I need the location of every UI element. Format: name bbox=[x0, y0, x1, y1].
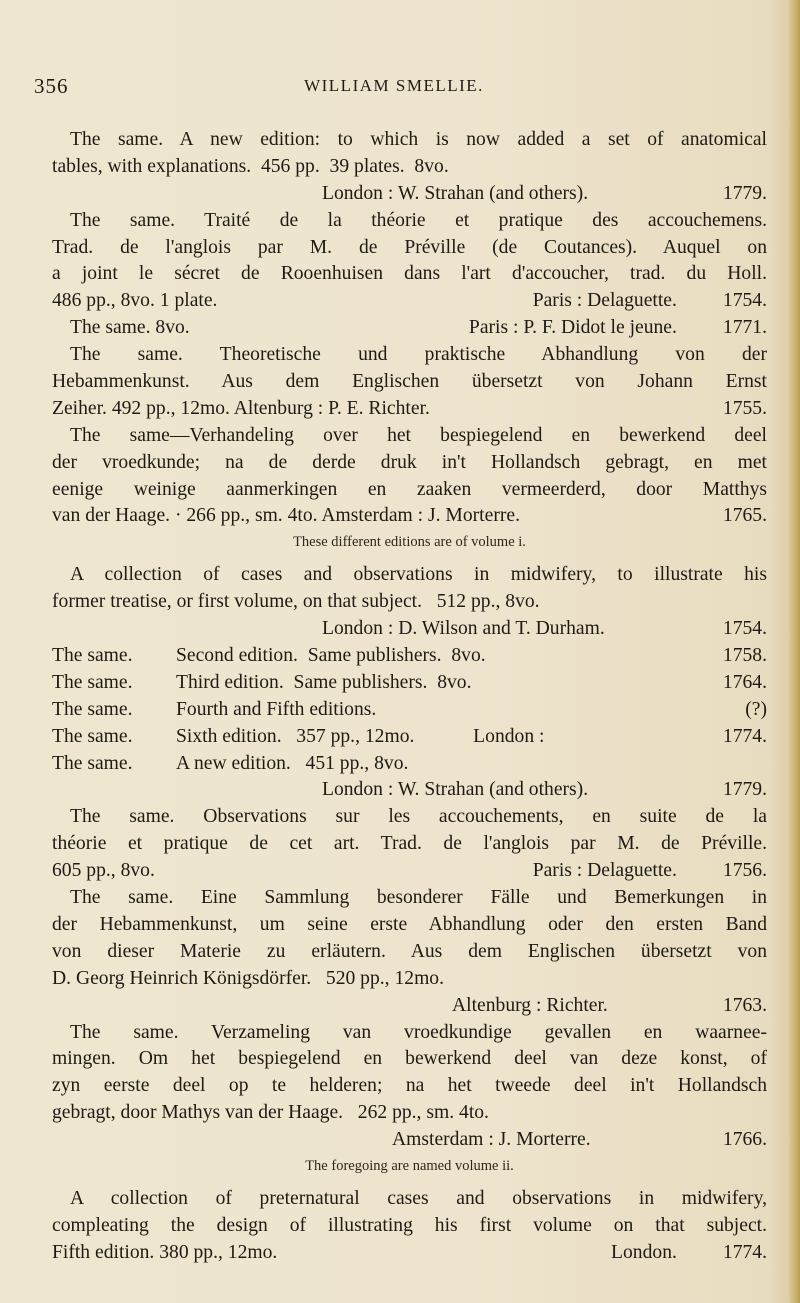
text-line: The same. Theoretische und praktische Abhandlung von der bbox=[70, 344, 767, 366]
imprint-line bbox=[52, 315, 767, 342]
publisher: London. bbox=[611, 1241, 677, 1263]
year: 1779. bbox=[722, 182, 767, 204]
edition-year: (?) bbox=[745, 698, 767, 720]
text-line: théorie et pratique de cet art. Trad. de l'anglois par M. de Préville. bbox=[52, 833, 767, 855]
text-line: a joint le sécret de Rooenhuisen dans l'art d'accoucher, trad. du Holl. bbox=[52, 263, 767, 285]
text-line: The same—Verhandeling over het bespiegelend en bewerkend deel bbox=[70, 424, 767, 446]
publisher: Paris : Delaguette. bbox=[532, 290, 677, 312]
publisher: Amsterdam : J. Morterre. bbox=[392, 1129, 591, 1151]
publisher: London : D. Wilson and T. Durham. bbox=[322, 618, 605, 640]
edition-year: 1758. bbox=[722, 645, 767, 667]
year: 1779. bbox=[722, 779, 767, 801]
edition-row bbox=[52, 670, 767, 697]
imprint-line bbox=[52, 993, 767, 1020]
text-line: The same. Traité de la théorie et pratique des accouchemens. bbox=[70, 209, 767, 231]
imprint-left bbox=[52, 503, 520, 530]
imprint-right bbox=[533, 288, 767, 315]
publisher: Paris : Delaguette. bbox=[532, 860, 677, 882]
running-head: WILLIAM SMELLIE. bbox=[304, 76, 484, 95]
text-line: der vroedkunde; na de derde druk in't Hollandsch gebragt, en met bbox=[52, 451, 767, 473]
entry-text: Zeiher. 492 pp., 12mo. Altenburg : P. E. Richter. bbox=[52, 397, 430, 419]
text-line: von dieser Materie zu erläutern. Aus dem Englischen übersetzt von bbox=[52, 940, 767, 962]
edition-year: 1764. bbox=[722, 671, 767, 693]
imprint-left bbox=[52, 1240, 277, 1267]
edition-year: 1774. bbox=[722, 725, 767, 747]
volume-note: These different editions are of volume i. bbox=[293, 534, 526, 551]
volume-note: The foregoing are named volume ii. bbox=[305, 1157, 514, 1174]
text-line: D. Georg Heinrich Königsdörfer. 520 pp., 12mo. bbox=[52, 967, 444, 989]
text-line: A collection of cases and observations in midwifery, to illustrate his bbox=[70, 564, 767, 586]
imprint-left bbox=[52, 858, 155, 885]
edition-row bbox=[52, 697, 767, 724]
edition-row bbox=[52, 724, 767, 751]
edition-label: The same. bbox=[52, 698, 133, 720]
imprint-left bbox=[52, 616, 605, 643]
imprint-right bbox=[723, 503, 767, 530]
publisher: Altenburg : Richter. bbox=[452, 994, 608, 1016]
page-edge-shading bbox=[788, 0, 800, 1303]
entry-text: van der Haage. · 266 pp., sm. 4to. Amsterdam : J. Morterre. bbox=[52, 505, 520, 527]
bibliography-entry bbox=[52, 127, 767, 562]
year: 1754. bbox=[722, 290, 767, 312]
bibliography-text bbox=[52, 127, 767, 1267]
bibliography-entry bbox=[52, 1186, 767, 1267]
entry-text: Fifth edition. 380 pp., 12mo. bbox=[52, 1241, 278, 1263]
imprint-left bbox=[52, 993, 608, 1020]
text-line: The same. Verzameling van vroedkundige gevallen en waarnee- bbox=[70, 1021, 767, 1043]
imprint-left bbox=[52, 181, 588, 208]
imprint-line bbox=[52, 396, 767, 423]
imprint-right bbox=[723, 777, 767, 804]
imprint-line bbox=[52, 288, 767, 315]
edition-label: The same. bbox=[52, 752, 133, 774]
edition-text: Fourth and Fifth editions. bbox=[176, 698, 377, 720]
page-header bbox=[34, 74, 754, 104]
year: 1766. bbox=[722, 1129, 767, 1151]
imprint-line bbox=[52, 503, 767, 530]
edition-text: Second edition. Same publishers. 8vo. bbox=[176, 645, 486, 667]
edition-text: Third edition. Same publishers. 8vo. bbox=[176, 671, 472, 693]
imprint-left bbox=[52, 288, 217, 315]
bibliography-entry bbox=[52, 562, 767, 1186]
imprint-right bbox=[723, 616, 767, 643]
text-line: eenige weinige aanmerkingen en zaaken vermeerderd, door Matthys bbox=[52, 478, 767, 500]
edition-label: The same. bbox=[52, 645, 133, 667]
edition-row bbox=[52, 643, 767, 670]
year: 1774. bbox=[722, 1241, 767, 1263]
text-line: mingen. Om het bespiegelend en bewerkend deel van deze konst, of bbox=[52, 1048, 767, 1070]
year: 1756. bbox=[722, 860, 767, 882]
edition-label: The same. bbox=[52, 671, 133, 693]
edition-text: Sixth edition. 357 pp., 12mo. London : bbox=[176, 725, 545, 747]
imprint-right bbox=[469, 315, 767, 342]
text-line: The same. A new edition: to which is now added a set of anatomical bbox=[70, 129, 767, 150]
entry-text: 605 pp., 8vo. bbox=[52, 860, 155, 882]
text-line: former treatise, or first volume, on that subject. 512 pp., 8vo. bbox=[52, 591, 540, 613]
year: 1763. bbox=[722, 994, 767, 1016]
imprint-right bbox=[723, 1127, 767, 1154]
entry-text: The same. 8vo. bbox=[70, 317, 190, 339]
text-line: The same. Observations sur les accouchements, en suite de la bbox=[70, 806, 767, 828]
edition-text: A new edition. 451 pp., 8vo. bbox=[176, 752, 409, 774]
imprint-line bbox=[52, 777, 767, 804]
imprint-line bbox=[52, 1127, 767, 1154]
text-line: Trad. de l'anglois par M. de Préville (de Coutances). Auquel on bbox=[52, 236, 767, 258]
text-line: zyn eerste deel op te helderen; na het tweede deel in't Hollandsch bbox=[52, 1075, 767, 1097]
text-line: A collection of preternatural cases and observations in midwifery, bbox=[70, 1187, 767, 1209]
year: 1765. bbox=[722, 505, 767, 527]
text-line: gebragt, door Mathys van der Haage. 262 pp., sm. 4to. bbox=[52, 1102, 489, 1124]
imprint-line bbox=[52, 616, 767, 643]
imprint-right bbox=[611, 1240, 767, 1267]
imprint-right bbox=[723, 993, 767, 1020]
text-line: Hebammenkunst. Aus dem Englischen übersetzt von Johann Ernst bbox=[52, 371, 767, 393]
imprint-line bbox=[52, 858, 767, 885]
text-line: compleating the design of illustrating his first volume on that subject. bbox=[52, 1214, 767, 1236]
page-number: 356 bbox=[34, 74, 69, 98]
imprint-right bbox=[533, 858, 767, 885]
text-line: der Hebammenkunst, um seine erste Abhandlung oder den ersten Band bbox=[52, 913, 767, 935]
imprint-left bbox=[52, 315, 190, 342]
text-line: tables, with explanations. 456 pp. 39 plates. 8vo. bbox=[52, 155, 449, 177]
year: 1754. bbox=[722, 618, 767, 640]
imprint-right bbox=[723, 396, 767, 423]
imprint-left bbox=[52, 1127, 591, 1154]
edition-row bbox=[52, 751, 767, 778]
publisher: Paris : P. F. Didot le jeune. bbox=[468, 317, 677, 339]
imprint-left bbox=[52, 777, 588, 804]
year: 1771. bbox=[722, 317, 767, 339]
entry-text: 486 pp., 8vo. 1 plate. bbox=[52, 290, 218, 312]
edition-label: The same. bbox=[52, 725, 133, 747]
imprint-line bbox=[52, 1240, 767, 1267]
imprint-left bbox=[52, 396, 430, 423]
imprint-line bbox=[52, 181, 767, 208]
year: 1755. bbox=[722, 397, 767, 419]
imprint-right bbox=[723, 181, 767, 208]
text-line: The same. Eine Sammlung besonderer Fälle und Bemerkungen in bbox=[70, 887, 767, 909]
publisher: London : W. Strahan (and others). bbox=[322, 779, 589, 801]
publisher: London : W. Strahan (and others). bbox=[322, 182, 589, 204]
